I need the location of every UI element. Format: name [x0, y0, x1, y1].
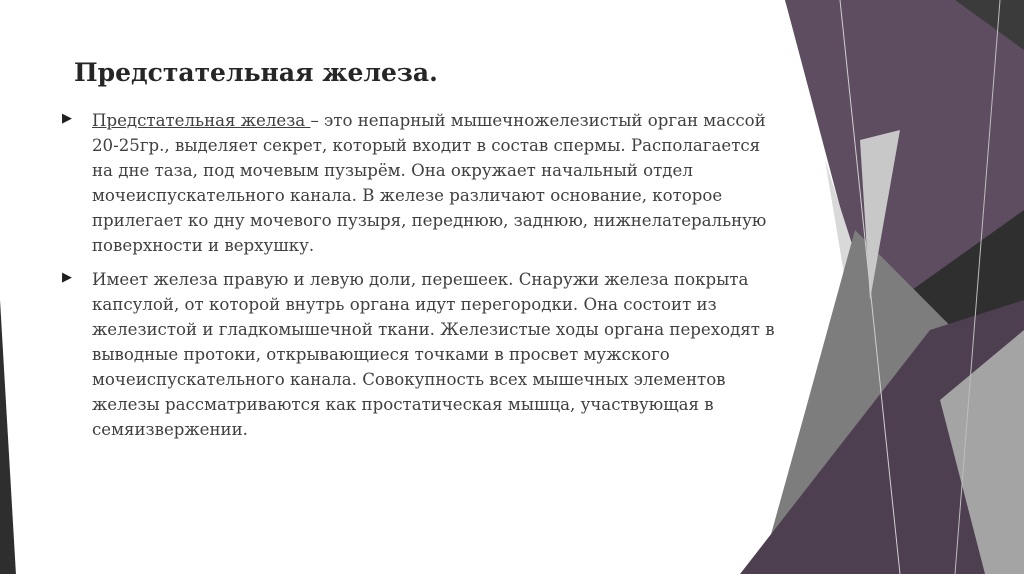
- bullet-item: [62, 108, 782, 258]
- bullet-text: [92, 108, 782, 258]
- bullet-text: [92, 267, 782, 442]
- bullet-list: [62, 108, 782, 451]
- bullet-lead-term: Предстательная железа: [92, 111, 311, 130]
- left-dark-strip: [0, 300, 16, 574]
- bullet-arrow-icon: ▶: [62, 111, 72, 126]
- bullet-body: Имеет железа правую и левую доли, перешеек. Снаружи железа покрыта капсулой, от которой внутрь органа идут перегородки. Она состоит из железистой и гладкомышечной ткани. Железистые ходы органа переходят в выводные протоки, открывающиеся точками в просвет мужского мочеиспускательного канала. Совокупность всех мышечных элементов железы рассматриваются как простатическая мышца, участвующая в семяизвержении.: [92, 270, 775, 439]
- bullet-body: – это непарный мышечножелезистый орган массой 20-25гр., выделяет секрет, который входит в состав спермы. Располагается на дне таза, под мочевым пузырём. Она окружает начальный отдел мочеиспускательного канала. В железе различают основание, которое прилегает ко дну мочевого пузыря, переднюю, заднюю, нижнелатеральную поверхности и верхушку.: [92, 111, 767, 255]
- bullet-item: [62, 267, 782, 442]
- slide-title: Предстательная железа.: [74, 58, 438, 87]
- bullet-arrow-icon: ▶: [62, 270, 72, 285]
